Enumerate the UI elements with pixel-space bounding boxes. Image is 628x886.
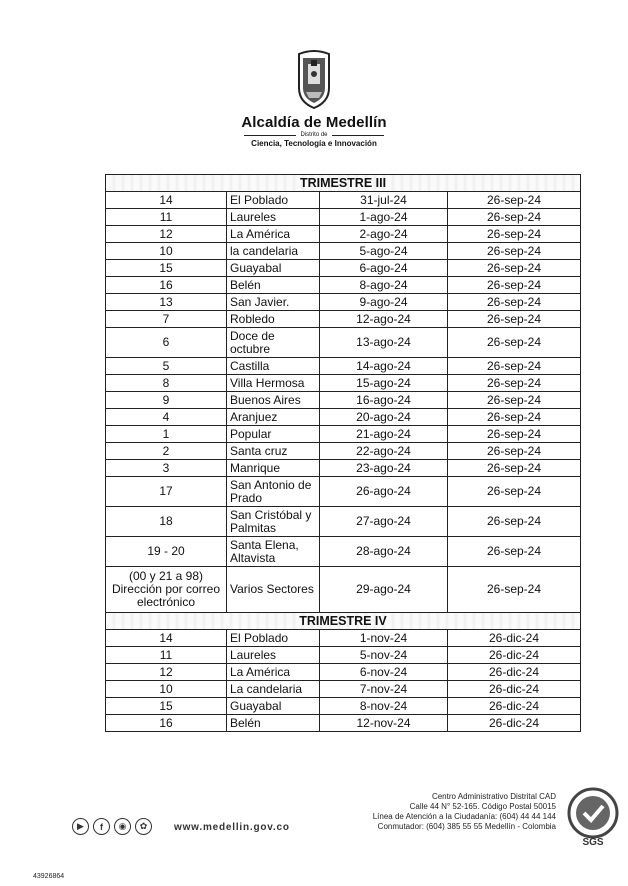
commune-name: Doce de octubre [227,328,320,358]
commune-number: (00 y 21 a 98) Dirección por correo electrónico [106,567,227,613]
table-row [106,477,581,507]
commune-number: 13 [106,294,227,311]
org-name: Alcaldía de Medellín [241,114,387,131]
district-line [0,132,628,138]
end-date: 26-sep-24 [448,226,581,243]
commune-number: 9 [106,392,227,409]
table-row [106,311,581,328]
start-date: 13-ago-24 [320,328,448,358]
start-date: 16-ago-24 [320,392,448,409]
commune-number: 11 [106,209,227,226]
commune-number: 7 [106,311,227,328]
start-date: 9-ago-24 [320,294,448,311]
start-date: 1-nov-24 [320,630,448,647]
commune-number: 16 [106,277,227,294]
table-row [106,426,581,443]
website-link[interactable]: www.medellin.gov.co [174,822,290,833]
commune-name: Santa Elena, Altavista [227,537,320,567]
end-date: 26-dic-24 [448,647,581,664]
start-date: 5-ago-24 [320,243,448,260]
end-date: 26-dic-24 [448,681,581,698]
table-row [106,392,581,409]
end-date: 26-sep-24 [448,311,581,328]
table-row [106,507,581,537]
start-date: 29-ago-24 [320,567,448,613]
table-row [106,209,581,226]
address-line: Línea de Atención a la Ciudadanía: (604) 44 44 144 [372,812,556,821]
district-label: Distrito de [300,132,328,138]
commune-name: El Poblado [227,192,320,209]
youtube-icon[interactable]: ▶ [72,818,89,835]
table-row [106,192,581,209]
commune-name: San Javier. [227,294,320,311]
end-date: 26-sep-24 [448,375,581,392]
end-date: 26-sep-24 [448,209,581,226]
end-date: 26-dic-24 [448,715,581,732]
commune-name: Manrique [227,460,320,477]
commune-number: 5 [106,358,227,375]
commune-name: Villa Hermosa [227,375,320,392]
start-date: 12-nov-24 [320,715,448,732]
commune-name: Guayabal [227,260,320,277]
commune-number: 6 [106,328,227,358]
start-date: 28-ago-24 [320,537,448,567]
commune-name: San Cristóbal y Palmitas [227,507,320,537]
commune-number: 4 [106,409,227,426]
commune-name: Varios Sectores [227,567,320,613]
end-date: 26-dic-24 [448,630,581,647]
letterhead [0,48,628,148]
commune-number: 10 [106,243,227,260]
commune-name: Laureles [227,209,320,226]
end-date: 26-sep-24 [448,192,581,209]
address-line: Conmutador: (604) 385 55 55 Medellín - Colombia [377,822,556,831]
table-row [106,681,581,698]
table-row [106,277,581,294]
instagram-icon[interactable]: ◉ [114,818,131,835]
table-row [106,443,581,460]
commune-name: Robledo [227,311,320,328]
start-date: 2-ago-24 [320,226,448,243]
start-date: 27-ago-24 [320,507,448,537]
commune-number: 17 [106,477,227,507]
footer-address [373,792,556,832]
end-date: 26-sep-24 [448,537,581,567]
end-date: 26-sep-24 [448,477,581,507]
commune-number: 1 [106,426,227,443]
commune-name: Guayabal [227,698,320,715]
twitter-icon[interactable]: ✿ [135,818,152,835]
end-date: 26-sep-24 [448,328,581,358]
quarter-header [106,613,581,630]
table-row [106,715,581,732]
table-row [106,647,581,664]
end-date: 26-sep-24 [448,507,581,537]
start-date: 8-nov-24 [320,698,448,715]
commune-number: 12 [106,226,227,243]
start-date: 5-nov-24 [320,647,448,664]
commune-name: Popular [227,426,320,443]
table-row [106,243,581,260]
commune-number: 19 - 20 [106,537,227,567]
commune-name: La candelaria [227,681,320,698]
end-date: 26-sep-24 [448,260,581,277]
document-id: 43926864 [33,873,65,880]
start-date: 23-ago-24 [320,460,448,477]
quarter-header [106,175,581,192]
start-date: 21-ago-24 [320,426,448,443]
sgs-certification-icon [564,785,622,847]
table-row [106,460,581,477]
start-date: 8-ago-24 [320,277,448,294]
table-row [106,358,581,375]
schedule-table [105,174,581,732]
end-date: 26-sep-24 [448,409,581,426]
start-date: 26-ago-24 [320,477,448,507]
commune-name: la candelaria [227,243,320,260]
start-date: 7-nov-24 [320,681,448,698]
start-date: 15-ago-24 [320,375,448,392]
end-date: 26-sep-24 [448,277,581,294]
start-date: 22-ago-24 [320,443,448,460]
commune-number: 15 [106,698,227,715]
commune-number: 18 [106,507,227,537]
secretariat-name: Ciencia, Tecnología e Innovación [251,139,377,148]
social-icons [72,818,152,835]
commune-name: San Antonio de Prado [227,477,320,507]
table-row [106,226,581,243]
end-date: 26-sep-24 [448,392,581,409]
commune-name: La América [227,664,320,681]
start-date: 12-ago-24 [320,311,448,328]
end-date: 26-sep-24 [448,243,581,260]
table-row [106,664,581,681]
divider-left [244,135,296,136]
end-date: 26-sep-24 [448,426,581,443]
facebook-icon[interactable]: f [93,818,110,835]
address-line: Centro Administrativo Distrital CAD [431,792,556,801]
start-date: 1-ago-24 [320,209,448,226]
start-date: 6-ago-24 [320,260,448,277]
commune-number: 12 [106,664,227,681]
table-row [106,328,581,358]
start-date: 6-nov-24 [320,664,448,681]
cert-label: SGS [582,837,604,847]
end-date: 26-sep-24 [448,358,581,375]
quarter-title: TRIMESTRE III [106,175,581,192]
table-row [106,698,581,715]
end-date: 26-sep-24 [448,567,581,613]
start-date: 14-ago-24 [320,358,448,375]
coat-of-arms-icon [295,48,333,110]
commune-number: 16 [106,715,227,732]
commune-name: Buenos Aires [227,392,320,409]
commune-name: La América [227,226,320,243]
commune-number: 10 [106,681,227,698]
commune-number: 15 [106,260,227,277]
commune-name: Laureles [227,647,320,664]
quarter-title: TRIMESTRE IV [106,613,581,630]
commune-number: 11 [106,647,227,664]
table-row [106,375,581,392]
end-date: 26-sep-24 [448,294,581,311]
table-row [106,567,581,613]
commune-number: 14 [106,192,227,209]
divider-right [332,135,384,136]
table-row [106,630,581,647]
end-date: 26-sep-24 [448,460,581,477]
address-line: Calle 44 N° 52-165. Código Postal 50015 [409,802,556,811]
commune-name: El Poblado [227,630,320,647]
commune-number: 3 [106,460,227,477]
commune-name: Castilla [227,358,320,375]
commune-number: 8 [106,375,227,392]
commune-name: Belén [227,277,320,294]
table-row [106,409,581,426]
commune-number: 2 [106,443,227,460]
table-row [106,294,581,311]
commune-number: 14 [106,630,227,647]
end-date: 26-dic-24 [448,698,581,715]
end-date: 26-dic-24 [448,664,581,681]
commune-name: Aranjuez [227,409,320,426]
commune-name: Belén [227,715,320,732]
start-date: 31-jul-24 [320,192,448,209]
end-date: 26-sep-24 [448,443,581,460]
table-row [106,260,581,277]
table-row [106,537,581,567]
start-date: 20-ago-24 [320,409,448,426]
commune-name: Santa cruz [227,443,320,460]
